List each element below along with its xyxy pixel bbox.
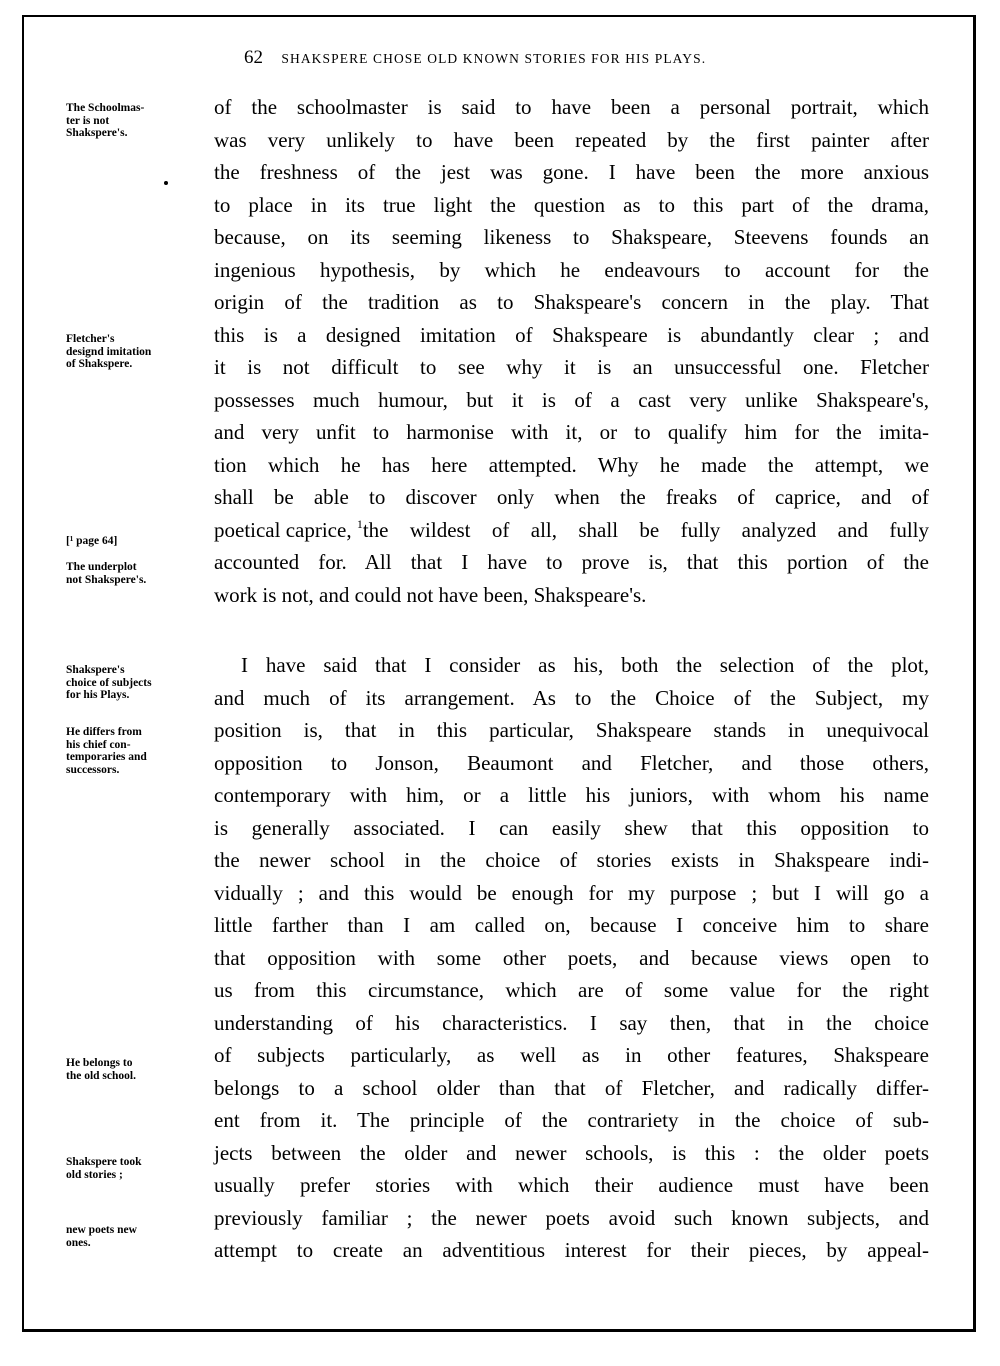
text-line: belongs to a school older than that of Fletcher, and radically differ-: [214, 1075, 929, 1100]
sidenote-line: his chief con-: [66, 738, 131, 751]
text-line: ingenious hypothesis, by which he endeavours to account for the: [214, 257, 929, 282]
text-line: the freshness of the jest was gone. I have been the more anxious: [214, 160, 929, 184]
text-line: possesses much humour, but it is of a cast very unlike Shakspeare's,: [214, 387, 929, 412]
text-line: understanding of his characteristics. I say then, that in the choice: [214, 1010, 929, 1035]
sidenote-fletcher-imitation: [66, 333, 206, 371]
text-line: accounted for. All that I have to prove is, that this portion of the: [214, 550, 929, 574]
sidenote-line: old stories ;: [66, 1168, 123, 1181]
sidenote-line: He belongs to: [66, 1057, 133, 1069]
text-line: origin of the tradition as to Shakspeare's concern in the play. That: [214, 290, 929, 314]
sidenote-line: ter is not: [66, 114, 110, 127]
text-line: previously familiar ; the newer poets avoid such known subjects, and: [214, 1205, 929, 1230]
running-head: [244, 47, 884, 73]
text-line: attempt to create an adventitious interest for their pieces, by appeal-: [214, 1238, 929, 1262]
text-line: of subjects particularly, as well as in other features, Shakspeare: [214, 1043, 929, 1067]
sidenote-line: ones.: [66, 1236, 91, 1249]
text-line: little farther than I am called on, because I conceive him to share: [214, 913, 929, 937]
sidenote-line: He differs from: [66, 726, 142, 738]
text-line: contemporary with him, or a little his juniors, with whom his name: [214, 783, 929, 807]
text-fragment: poetical caprice,: [214, 517, 357, 542]
sidenote-line: Shakspere's.: [66, 127, 128, 139]
sidenote-old-stories: [66, 1156, 206, 1181]
text-line: us from this circumstance, which are of some value for the right: [214, 978, 929, 1002]
text-line: that opposition with some other poets, and because views open to: [214, 945, 929, 970]
text-line: position is, that in this particular, Shakspeare stands in unequivocal: [214, 718, 929, 742]
sidenote-line: not Shakspere's.: [66, 573, 147, 586]
text-line: I have said that I consider as his, both the selection of the plot,: [241, 653, 929, 677]
sidenote-new-poets: [66, 1224, 206, 1249]
sidenote-underplot: [66, 561, 206, 586]
footnote-marker[interactable]: 1: [356, 516, 363, 531]
sidenote-line: the old school.: [66, 1069, 136, 1082]
sidenote-line: The Schoolmas-: [66, 102, 145, 114]
text-line-with-footnote: [214, 514, 929, 546]
text-line: opposition to Jonson, Beaumont and Fletcher, and those others,: [214, 750, 929, 775]
text-line: is generally associated. I can easily shew that this opposition to: [214, 815, 929, 840]
text-line: ent from it. The principle of the contrariety in the choice of sub-: [214, 1108, 929, 1132]
sidenote-line: designd imitation: [66, 345, 152, 358]
text-line: to place in its true light the question as to this part of the drama,: [214, 192, 929, 217]
text-line: because, on its seeming likeness to Shakspeare, Steevens founds an: [214, 225, 929, 249]
text-line: jects between the older and newer schools, is this : the older poets: [214, 1140, 929, 1165]
text-line: this is a designed imitation of Shakspeare is abundantly clear ; and: [214, 322, 929, 347]
sidenote-line: Shakspere took: [66, 1156, 142, 1168]
text-line: it is not difficult to see why it is an unsuccessful one. Fletcher: [214, 355, 929, 379]
sidenote-line: Shakspere's: [66, 664, 125, 676]
text-fragment: the wildest of all, shall be fully analyzed and fully: [362, 517, 929, 542]
text-line: the newer school in the choice of stories exists in Shakspeare indi-: [214, 848, 929, 872]
text-line: was very unlikely to have been repeated by the first painter after: [214, 127, 929, 152]
sidenote-line: [¹ page 64]: [66, 535, 118, 547]
text-line: shall be able to discover only when the freaks of caprice, and of: [214, 485, 929, 509]
sidenote-old-school: [66, 1057, 206, 1082]
text-line: and very unfit to harmonise with it, or to qualify him for the imita-: [214, 420, 929, 444]
sidenote-differs: [66, 726, 206, 776]
text-line: usually prefer stories with which their audience must have been: [214, 1173, 929, 1197]
sidenote-line: temporaries and: [66, 751, 147, 763]
text-line: tion which he has here attempted. Why he made the attempt, we: [214, 452, 929, 477]
sidenote-line: for his Plays.: [66, 689, 130, 701]
sidenote-line: successors.: [66, 763, 120, 776]
sidenote-line: of Shakspere.: [66, 358, 133, 370]
sidenote-line: new poets new: [66, 1224, 137, 1236]
text-line: of the schoolmaster is said to have been a personal portrait, which: [214, 95, 929, 119]
text-line: and much of its arrangement. As to the Choice of the Subject, my: [214, 685, 929, 710]
sidenote-line: The underplot: [66, 561, 137, 573]
text-line: work is not, and could not have been, Shakspeare's.: [214, 582, 647, 607]
sidenote-schoolmaster: [66, 102, 206, 140]
sidenote-choice-of-subjects: [66, 664, 206, 702]
sidenote-line: Fletcher's: [66, 333, 115, 345]
sidenote-page-reference: [66, 535, 206, 548]
stray-mark: [164, 181, 168, 185]
sidenote-line: choice of subjects: [66, 676, 152, 689]
running-head-title: SHAKSPERE CHOSE OLD KNOWN STORIES FOR HIS PLAYS.: [281, 51, 707, 66]
page-number: 62: [244, 47, 263, 68]
text-line: vidually ; and this would be enough for my purpose ; but I will go a: [214, 880, 929, 905]
